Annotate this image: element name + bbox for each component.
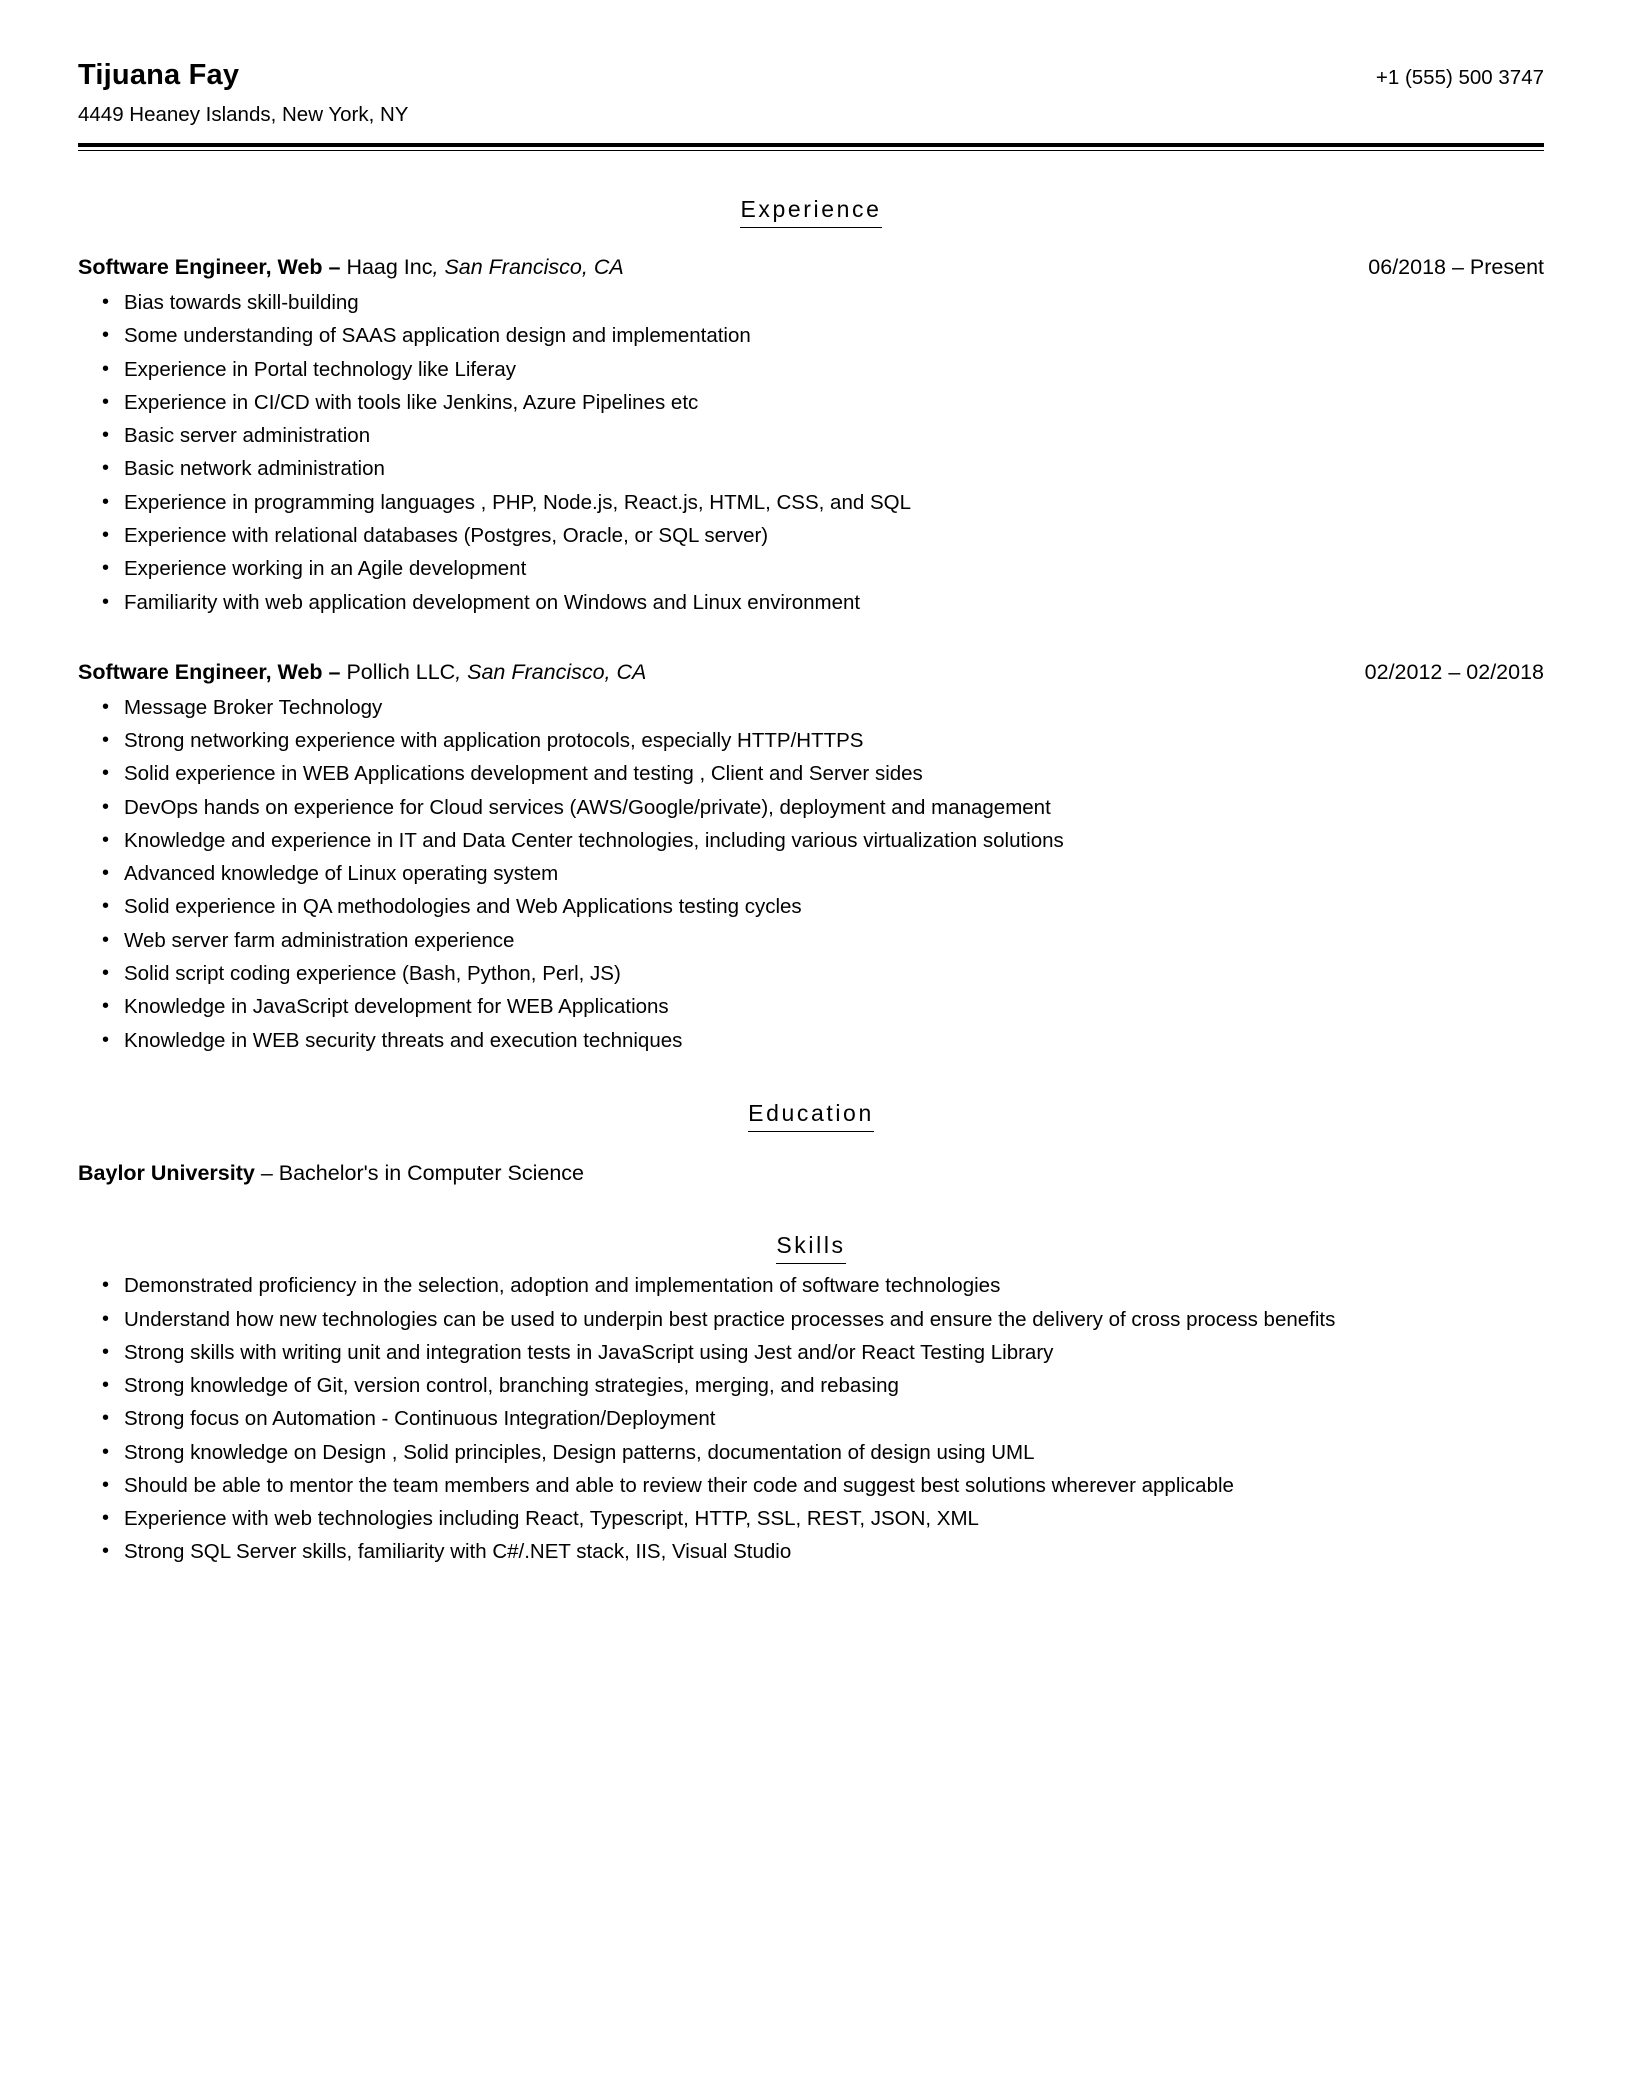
job-title: Software Engineer, Web bbox=[78, 659, 329, 684]
job-bullet-list bbox=[78, 694, 1544, 1055]
header-top-row bbox=[78, 58, 1544, 93]
education-entry bbox=[78, 1160, 1544, 1188]
candidate-phone: +1 (555) 500 3747 bbox=[1375, 66, 1544, 89]
job-bullet-list bbox=[78, 289, 1544, 617]
list-item: • Strong SQL Server skills, familiarity with C#/.NET stack, IIS, Visual Studio bbox=[78, 1538, 1544, 1566]
list-item: • Understand how new technologies can be used to underpin best practice processes and ensure the delivery of cross process benefits bbox=[78, 1306, 1544, 1334]
list-item: • Solid script coding experience (Bash, Python, Perl, JS) bbox=[78, 960, 1544, 988]
list-item: • Bias towards skill-building bbox=[78, 289, 1544, 317]
education-title: Education bbox=[748, 1099, 874, 1132]
candidate-address: 4449 Heaney Islands, New York, NY bbox=[78, 102, 409, 126]
experience-section-heading bbox=[78, 195, 1544, 228]
skills-bullet-list bbox=[78, 1272, 1544, 1567]
skills-section-heading bbox=[78, 1231, 1544, 1264]
list-item: • Strong skills with writing unit and integration tests in JavaScript using Jest and/or React Testing Library bbox=[78, 1339, 1544, 1367]
job-dates: 06/2018 – Present bbox=[1368, 255, 1544, 280]
candidate-name: Tijuana Fay bbox=[78, 59, 240, 91]
list-item: • Strong knowledge of Git, version control, branching strategies, merging, and rebasing bbox=[78, 1372, 1544, 1400]
list-item: • Solid experience in WEB Applications development and testing , Client and Server sides bbox=[78, 760, 1544, 788]
list-item: • Some understanding of SAAS application design and implementation bbox=[78, 322, 1544, 350]
list-item: • Basic network administration bbox=[78, 455, 1544, 483]
list-item: • Strong networking experience with application protocols, especially HTTP/HTTPS bbox=[78, 727, 1544, 755]
list-item: • Experience with relational databases (Postgres, Oracle, or SQL server) bbox=[78, 522, 1544, 550]
list-item: • Knowledge in JavaScript development for WEB Applications bbox=[78, 993, 1544, 1021]
list-item: • DevOps hands on experience for Cloud services (AWS/Google/private), deployment and management bbox=[78, 794, 1544, 822]
list-item: • Solid experience in QA methodologies and Web Applications testing cycles bbox=[78, 893, 1544, 921]
list-item: • Experience in programming languages , PHP, Node.js, React.js, HTML, CSS, and SQL bbox=[78, 489, 1544, 517]
list-item: • Experience with web technologies including React, Typescript, HTTP, SSL, REST, JSON, XML bbox=[78, 1505, 1544, 1533]
resume-header bbox=[78, 58, 1544, 151]
experience-title: Experience bbox=[740, 195, 881, 228]
list-item: • Experience working in an Agile development bbox=[78, 555, 1544, 583]
education-degree: – Bachelor's in Computer Science bbox=[254, 1160, 585, 1185]
list-item: • Should be able to mentor the team members and able to review their code and suggest best solutions wherever applicable bbox=[78, 1472, 1544, 1500]
list-item: • Basic server administration bbox=[78, 422, 1544, 450]
job-location: , San Francisco, CA bbox=[432, 255, 624, 280]
experience-entry-titleline bbox=[78, 659, 646, 686]
list-item: • Experience in Portal technology like Liferay bbox=[78, 356, 1544, 384]
list-item: • Experience in CI/CD with tools like Jenkins, Azure Pipelines etc bbox=[78, 389, 1544, 417]
job-company: Haag Inc bbox=[346, 255, 433, 280]
experience-entry bbox=[78, 254, 1544, 617]
experience-entry-header bbox=[78, 254, 1544, 281]
list-item: • Message Broker Technology bbox=[78, 694, 1544, 722]
education-school: Baylor University bbox=[78, 1160, 255, 1185]
list-item: • Knowledge and experience in IT and Data Center technologies, including various virtualization solutions bbox=[78, 827, 1544, 855]
list-item: • Knowledge in WEB security threats and execution techniques bbox=[78, 1027, 1544, 1055]
skills-title: Skills bbox=[776, 1231, 845, 1264]
job-title: Software Engineer, Web bbox=[78, 255, 329, 280]
job-title-dash: – bbox=[328, 659, 347, 684]
list-item: • Demonstrated proficiency in the selection, adoption and implementation of software technologies bbox=[78, 1272, 1544, 1300]
list-item: • Advanced knowledge of Linux operating system bbox=[78, 860, 1544, 888]
header-divider bbox=[78, 143, 1544, 151]
list-item: • Familiarity with web application development on Windows and Linux environment bbox=[78, 589, 1544, 617]
job-title-dash: – bbox=[328, 255, 347, 280]
list-item: • Web server farm administration experience bbox=[78, 927, 1544, 955]
experience-entry-header bbox=[78, 659, 1544, 686]
list-item: • Strong focus on Automation - Continuous Integration/Deployment bbox=[78, 1405, 1544, 1433]
education-section-heading bbox=[78, 1099, 1544, 1132]
job-company: Pollich LLC bbox=[346, 659, 456, 684]
experience-entry bbox=[78, 659, 1544, 1055]
job-dates: 02/2012 – 02/2018 bbox=[1364, 659, 1544, 684]
job-location: , San Francisco, CA bbox=[455, 659, 647, 684]
list-item: • Strong knowledge on Design , Solid principles, Design patterns, documentation of design using UML bbox=[78, 1439, 1544, 1467]
experience-entry-titleline bbox=[78, 254, 624, 281]
